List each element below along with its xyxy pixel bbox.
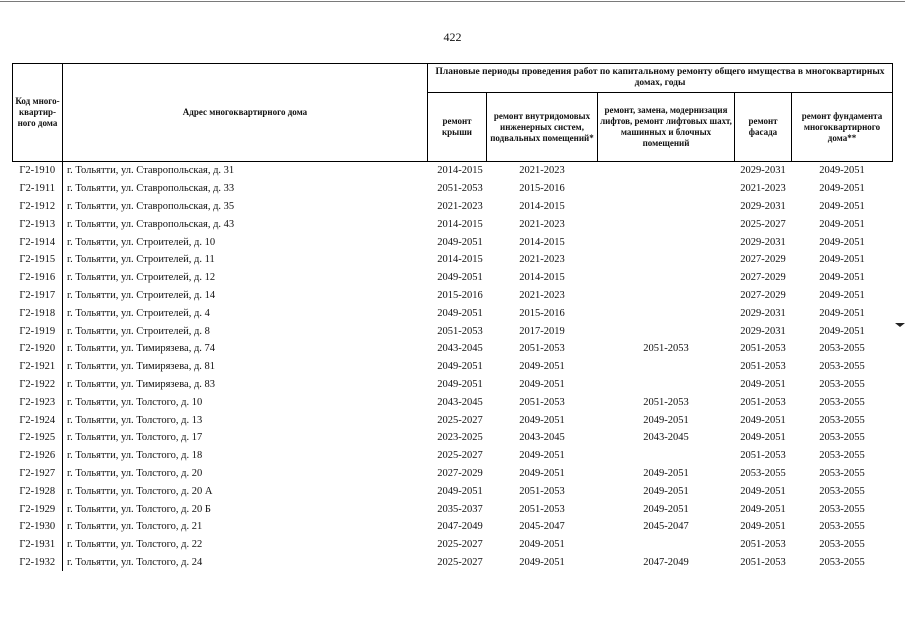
cell-address: г. Тольятти, ул. Строителей, д. 10 [67,236,216,248]
cell-code: Г2-1923 [13,393,63,411]
cell-code: Г2-1915 [13,251,63,269]
cell-address: г. Тольятти, ул. Тимирязева, д. 81 [67,361,216,373]
cell-code: Г2-1912 [13,198,63,216]
cell-engineering: 2015-2016 [519,307,565,319]
cell-foundation: 2049-2051 [819,200,865,212]
cell-facade: 2049-2051 [740,414,786,426]
cell-elevators [598,215,735,233]
table-row [13,322,893,340]
cell-roof: 2025-2027 [437,539,483,551]
cell-code: Г2-1921 [13,358,63,376]
cell-code: Г2-1917 [13,287,63,305]
cell-foundation: 2053-2055 [819,432,865,444]
cell-code: Г2-1928 [13,482,63,500]
cell-elevators [598,322,735,340]
cell-facade: 2051-2053 [740,396,786,408]
cell-roof: 2014-2015 [437,165,483,177]
cell-facade: 2049-2051 [740,378,786,390]
cell-engineering: 2049-2051 [519,450,565,462]
cell-facade: 2049-2051 [740,432,786,444]
cell-facade: 2027-2029 [740,289,786,301]
cell-foundation: 2053-2055 [819,467,865,479]
cell-engineering: 2049-2051 [519,539,565,551]
cell-address: г. Тольятти, ул. Толстого, д. 21 [67,521,203,533]
cell-facade: 2051-2053 [740,450,786,462]
cell-roof: 2051-2053 [437,325,483,337]
cell-facade: 2029-2031 [740,236,786,248]
cell-address: г. Тольятти, ул. Толстого, д. 10 [67,396,203,408]
cell-roof: 2049-2051 [437,361,483,373]
cell-address: г. Тольятти, ул. Толстого, д. 13 [67,414,203,426]
cell-roof: 2014-2015 [437,254,483,266]
cell-elevators [598,376,735,394]
header-facade: ремонт фасада [735,93,792,162]
cell-engineering: 2021-2023 [519,165,565,177]
cell-foundation: 2053-2055 [819,556,865,568]
table-row [13,411,893,429]
cell-facade: 2053-2055 [740,467,786,479]
cell-roof: 2025-2027 [437,556,483,568]
cell-elevators [598,269,735,287]
cell-roof: 2025-2027 [437,450,483,462]
page-number: 422 [443,30,462,44]
cell-code: Г2-1929 [13,500,63,518]
cell-facade: 2029-2031 [740,165,786,177]
cell-elevators [598,162,735,180]
cell-roof: 2027-2029 [437,467,483,479]
table-row [13,447,893,465]
cell-elevators [598,233,735,251]
cell-elevators [598,447,735,465]
cell-roof: 2049-2051 [437,236,483,248]
table-row [13,198,893,216]
table-row [13,536,893,554]
cell-elevators [598,251,735,269]
cell-address: г. Тольятти, ул. Ставропольская, д. 31 [67,165,235,177]
cell-elevators: 2051-2053 [643,343,689,355]
cell-roof: 2051-2053 [437,183,483,195]
table-row [13,393,893,411]
cell-engineering: 2043-2045 [519,432,565,444]
top-rule [0,1,905,2]
cell-foundation: 2053-2055 [819,539,865,551]
cell-address: г. Тольятти, ул. Толстого, д. 18 [67,450,203,462]
cell-facade: 2029-2031 [740,325,786,337]
cell-engineering: 2015-2016 [519,183,565,195]
cell-roof: 2049-2051 [437,272,483,284]
cell-address: г. Тольятти, ул. Ставропольская, д. 43 [67,218,235,230]
cell-elevators: 2049-2051 [643,485,689,497]
cell-elevators [598,358,735,376]
cell-foundation: 2053-2055 [819,521,865,533]
cell-code: Г2-1914 [13,233,63,251]
cell-roof: 2047-2049 [437,521,483,533]
cell-roof: 2049-2051 [437,307,483,319]
cell-elevators: 2049-2051 [643,503,689,515]
table-row [13,180,893,198]
cell-engineering: 2014-2015 [519,200,565,212]
cell-address: г. Тольятти, ул. Строителей, д. 4 [67,307,210,319]
cell-roof: 2023-2025 [437,432,483,444]
cell-facade: 2025-2027 [740,218,786,230]
cell-code: Г2-1920 [13,340,63,358]
cell-engineering: 2051-2053 [519,485,565,497]
header-code: Код много-квартир-ного дома [13,64,63,162]
table-row [13,304,893,322]
table-row [13,482,893,500]
table-row [13,465,893,483]
cell-elevators [598,287,735,305]
cell-engineering: 2051-2053 [519,503,565,515]
table-row [13,251,893,269]
cell-foundation: 2053-2055 [819,503,865,515]
cell-code: Г2-1922 [13,376,63,394]
cell-roof: 2015-2016 [437,289,483,301]
cell-engineering: 2049-2051 [519,556,565,568]
header-planned-periods: Плановые периоды проведения работ по капитальному ремонту общего имущества в многоквартирных домах, годы [428,64,893,93]
cell-code: Г2-1919 [13,322,63,340]
cell-engineering: 2014-2015 [519,236,565,248]
cell-address: г. Тольятти, ул. Толстого, д. 20 [67,467,203,479]
cell-facade: 2049-2051 [740,521,786,533]
table-row [13,358,893,376]
cell-elevators [598,180,735,198]
cell-foundation: 2049-2051 [819,236,865,248]
cell-engineering: 2045-2047 [519,521,565,533]
cell-code: Г2-1932 [13,554,63,572]
cell-facade: 2049-2051 [740,503,786,515]
cell-facade: 2029-2031 [740,307,786,319]
cell-address: г. Тольятти, ул. Толстого, д. 24 [67,556,203,568]
cell-code: Г2-1913 [13,215,63,233]
cell-foundation: 2053-2055 [819,450,865,462]
table-row [13,215,893,233]
cell-facade: 2051-2053 [740,556,786,568]
cell-code: Г2-1931 [13,536,63,554]
cell-code: Г2-1916 [13,269,63,287]
cell-elevators [598,198,735,216]
cell-roof: 2043-2045 [437,343,483,355]
cell-address: г. Тольятти, ул. Строителей, д. 12 [67,272,216,284]
cell-elevators: 2049-2051 [643,467,689,479]
table-row [13,429,893,447]
table-row [13,340,893,358]
cell-facade: 2027-2029 [740,272,786,284]
cell-foundation: 2049-2051 [819,289,865,301]
cell-roof: 2035-2037 [437,503,483,515]
cell-address: г. Тольятти, ул. Толстого, д. 17 [67,432,203,444]
cell-facade: 2027-2029 [740,254,786,266]
cell-foundation: 2049-2051 [819,272,865,284]
header-elevators: ремонт, замена, модернизация лифтов, ремонт лифтовых шахт, машинных и блочных помещений [598,93,735,162]
cell-address: г. Тольятти, ул. Ставропольская, д. 33 [67,183,235,195]
capital-repair-table [12,63,893,571]
table-row [13,500,893,518]
cell-address: г. Тольятти, ул. Тимирязева, д. 83 [67,378,216,390]
cell-foundation: 2049-2051 [819,218,865,230]
cell-roof: 2049-2051 [437,485,483,497]
cell-elevators [598,304,735,322]
cell-address: г. Тольятти, ул. Толстого, д. 20 А [67,485,213,497]
cell-facade: 2051-2053 [740,343,786,355]
cell-code: Г2-1926 [13,447,63,465]
cell-facade: 2051-2053 [740,361,786,373]
cell-facade: 2029-2031 [740,200,786,212]
cell-engineering: 2049-2051 [519,378,565,390]
table-row [13,269,893,287]
cell-foundation: 2049-2051 [819,325,865,337]
table-row [13,233,893,251]
cell-code: Г2-1911 [13,180,63,198]
cell-foundation: 2049-2051 [819,307,865,319]
header-address: Адрес многоквартирного дома [63,64,428,162]
cell-engineering: 2051-2053 [519,343,565,355]
cell-code: Г2-1924 [13,411,63,429]
cell-address: г. Тольятти, ул. Толстого, д. 20 Б [67,503,211,515]
cell-address: г. Тольятти, ул. Тимирязева, д. 74 [67,343,216,355]
cell-foundation: 2053-2055 [819,414,865,426]
cell-foundation: 2053-2055 [819,485,865,497]
cell-engineering: 2017-2019 [519,325,565,337]
header-foundation: ремонт фундамента многоквартирного дома** [792,93,893,162]
cell-engineering: 2021-2023 [519,289,565,301]
cell-engineering: 2021-2023 [519,254,565,266]
cell-elevators [598,536,735,554]
table-row [13,287,893,305]
cell-address: г. Тольятти, ул. Строителей, д. 11 [67,254,215,266]
cell-elevators: 2043-2045 [643,432,689,444]
cell-address: г. Тольятти, ул. Строителей, д. 8 [67,325,210,337]
cell-facade: 2051-2053 [740,539,786,551]
cell-engineering: 2049-2051 [519,414,565,426]
cell-foundation: 2053-2055 [819,361,865,373]
table-row [13,518,893,536]
cell-code: Г2-1930 [13,518,63,536]
cell-elevators: 2047-2049 [643,556,689,568]
cell-elevators: 2051-2053 [643,396,689,408]
cell-engineering: 2021-2023 [519,218,565,230]
header-roof: ремонт крыши [428,93,487,162]
cell-engineering: 2049-2051 [519,467,565,479]
cell-engineering: 2049-2051 [519,361,565,373]
table-row [13,376,893,394]
cell-facade: 2021-2023 [740,183,786,195]
table-body [13,162,893,572]
cell-roof: 2014-2015 [437,218,483,230]
header-engineering: ремонт внутридомовых инженерных систем, подвальных помещений* [487,93,598,162]
cell-code: Г2-1910 [13,162,63,180]
cell-code: Г2-1918 [13,304,63,322]
cell-roof: 2021-2023 [437,200,483,212]
cell-foundation: 2053-2055 [819,343,865,355]
cell-elevators: 2049-2051 [643,414,689,426]
cell-foundation: 2049-2051 [819,183,865,195]
cell-code: Г2-1925 [13,429,63,447]
cell-address: г. Тольятти, ул. Ставропольская, д. 35 [67,200,235,212]
table-row [13,554,893,572]
cell-facade: 2049-2051 [740,485,786,497]
cell-address: г. Тольятти, ул. Толстого, д. 22 [67,539,203,551]
table-header [13,64,893,162]
cell-roof: 2025-2027 [437,414,483,426]
cell-foundation: 2049-2051 [819,165,865,177]
cell-foundation: 2049-2051 [819,254,865,266]
cell-roof: 2043-2045 [437,396,483,408]
side-marker-icon [895,323,905,327]
cell-roof: 2049-2051 [437,378,483,390]
cell-address: г. Тольятти, ул. Строителей, д. 14 [67,289,216,301]
cell-engineering: 2051-2053 [519,396,565,408]
cell-engineering: 2014-2015 [519,272,565,284]
cell-foundation: 2053-2055 [819,396,865,408]
cell-elevators: 2045-2047 [643,521,689,533]
cell-code: Г2-1927 [13,465,63,483]
table-row [13,162,893,180]
cell-foundation: 2053-2055 [819,378,865,390]
